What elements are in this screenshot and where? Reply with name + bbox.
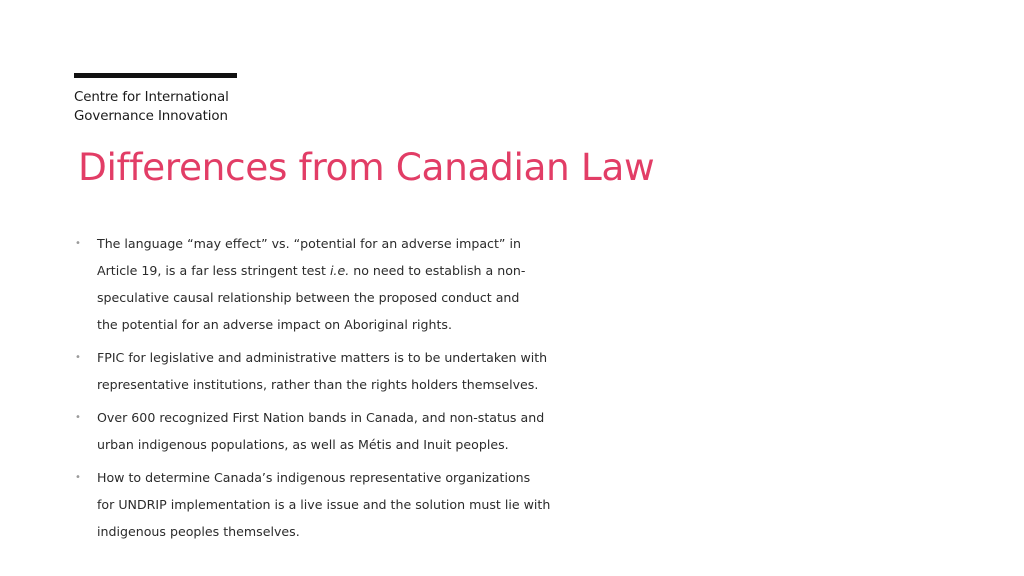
bullet-line: Over 600 recognized First Nation bands in Canada, and non-status and xyxy=(97,410,545,425)
bullet-line: indigenous peoples themselves. xyxy=(97,524,300,539)
bullet-item xyxy=(74,464,634,545)
logo-line-1: Centre for International xyxy=(74,90,229,105)
bullet-line: urban indigenous populations, as well as Métis and Inuit peoples. xyxy=(97,437,509,452)
bullet-line xyxy=(97,257,634,284)
slide-title: Differences from Canadian Law xyxy=(78,145,655,189)
italic-ie: i.e. xyxy=(329,263,350,278)
bullet-list xyxy=(74,230,634,551)
bullet-line: How to determine Canada’s indigenous representative organizations xyxy=(97,470,531,485)
bullet-line: representative institutions, rather than the rights holders themselves. xyxy=(97,377,539,392)
logo-line-2: Governance Innovation xyxy=(74,108,228,124)
bullet-item xyxy=(74,404,634,458)
bullet-text: Article 19, is a far less stringent test xyxy=(97,263,330,278)
bullet-marker: • xyxy=(75,352,81,363)
bullet-text: no need to establish a non- xyxy=(349,263,526,278)
bullet-item xyxy=(74,230,634,338)
organization-logo xyxy=(74,89,229,126)
bullet-line: The language “may effect” vs. “potential for an adverse impact” in xyxy=(97,236,521,251)
logo-bar xyxy=(74,73,237,78)
bullet-line: the potential for an adverse impact on Aboriginal rights. xyxy=(97,317,452,332)
bullet-line: for UNDRIP implementation is a live issue and the solution must lie with xyxy=(97,497,551,512)
bullet-marker: • xyxy=(75,412,81,423)
bullet-marker: • xyxy=(75,238,81,249)
bullet-item xyxy=(74,344,634,398)
bullet-marker: • xyxy=(75,472,81,483)
bullet-line: speculative causal relationship between the proposed conduct and xyxy=(97,290,520,305)
bullet-line: FPIC for legislative and administrative matters is to be undertaken with xyxy=(97,350,548,365)
